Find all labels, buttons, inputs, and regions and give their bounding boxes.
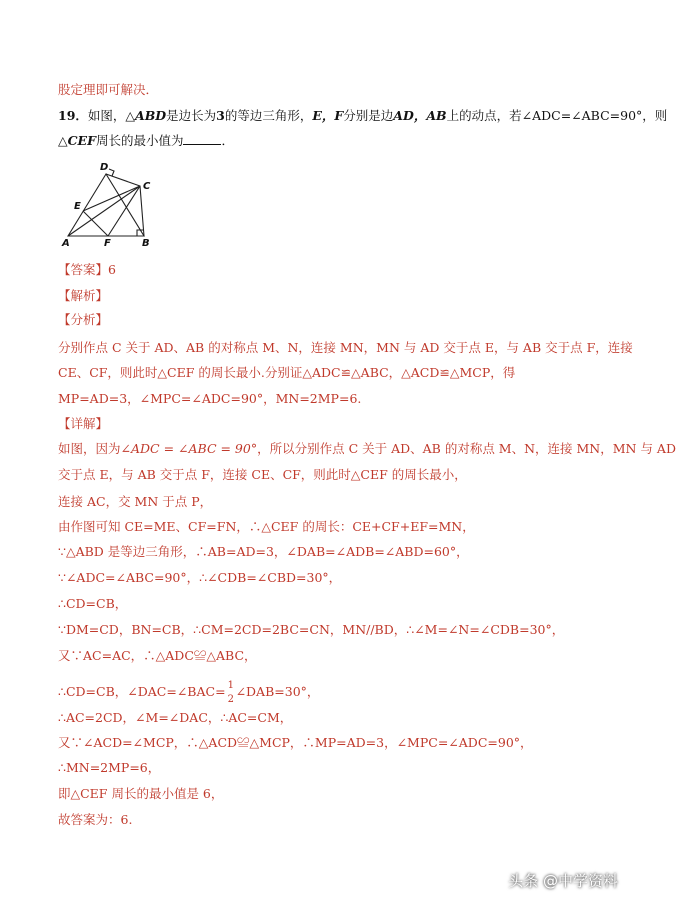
question-end: ． <box>221 133 234 148</box>
label-E: E <box>74 201 81 212</box>
question-line-2 <box>58 132 234 149</box>
detail-line-1 <box>58 441 676 457</box>
answer-blank <box>183 132 221 145</box>
detail-line: 由作图可知 CE=ME、CF=FN，∴△CEF 的周长：CE+CF+EF=MN， <box>58 519 475 534</box>
label-F: F <box>104 238 111 249</box>
detail-line: ∵DM=CD，BN=CB，∴CM=2CD=2BC=CN，MN//BD，∴∠M=∠N=∠CDB=30°， <box>58 622 565 637</box>
detail-line: 即△CEF 周长的最小值是 6， <box>58 786 224 801</box>
side-length: 3 <box>216 108 225 123</box>
detail-line: 又∵∠ACD=∠MCP，∴△ACD≌△MCP，∴MP=AD=3，∠MPC=∠ADC=90°， <box>58 735 533 750</box>
triangle-abd: △ABD <box>125 108 167 123</box>
detail-line: 连接 AC，交 MN 于点 P， <box>58 494 213 509</box>
question-text-b: 是边长为 <box>166 108 217 123</box>
previous-text: 股定理即可解决． <box>58 82 159 97</box>
triangle-cef: △CEF <box>58 133 96 148</box>
frac-denominator: 2 <box>227 694 234 705</box>
detail-formula: ∠ADC = ∠ABC = 90° <box>120 441 258 456</box>
sides-adab: AD，AB <box>393 108 447 123</box>
fraction-line <box>58 680 320 705</box>
detail-line: 又∵AC=AC，∴△ADC≌△ABC， <box>58 648 257 663</box>
answer-label: 【答案】 <box>58 262 109 277</box>
analysis-label: 【解析】 <box>58 288 109 303</box>
question-text-f: 周长的最小值为 <box>95 133 184 148</box>
detail-line: ∴MN=2MP=6， <box>58 760 161 775</box>
answer-value: 6 <box>108 262 116 277</box>
points-ef: E，F <box>312 108 344 123</box>
detail-text-b: ，所以分别作点 C 关于 AD、AB 的对称点 M、N，连接 MN，MN 与 AD <box>257 441 676 456</box>
label-D: D <box>100 162 109 173</box>
fenxi-line: 分别作点 C 关于 AD、AB 的对称点 M、N，连接 MN，MN 与 AD 交于点 E，与 AB 交于点 F，连接 <box>58 340 633 355</box>
detail-line: ∴CD=CB， <box>58 596 128 611</box>
question-text-e: 上的动点，若∠ADC=∠ABC=90°，则 <box>446 108 668 123</box>
fenxi-label: 【分析】 <box>58 312 109 327</box>
fenxi-line: MP=AD=3，∠MPC=∠ADC=90°，MN=2MP=6. <box>58 391 362 406</box>
label-B: B <box>142 238 150 249</box>
label-A: A <box>62 238 70 249</box>
question-text-a: 如图， <box>87 108 126 123</box>
question-line-1 <box>58 108 667 124</box>
question-number: 19． <box>58 108 88 123</box>
question-text-c: 的等边三角形， <box>224 108 313 123</box>
frac-text-a: ∴CD=CB，∠DAC=∠BAC= <box>58 684 226 699</box>
detail-line: 故答案为：6. <box>58 812 133 827</box>
frac-text-b: ∠DAB=30°， <box>235 684 320 699</box>
fenxi-line: CE、CF，则此时△CEF 的周长最小.分别证△ADC≌△ABC，△ACD≌△MCP，得 <box>58 365 516 380</box>
frac-numerator: 1 <box>227 680 234 691</box>
answer-line <box>58 262 116 278</box>
label-C: C <box>143 181 151 192</box>
detail-text-a: 如图，因为 <box>58 441 121 456</box>
geometry-figure <box>60 158 170 248</box>
detail-line: 交于点 E，与 AB 交于点 F，连接 CE、CF，则此时△CEF 的周长最小， <box>58 467 467 482</box>
detail-line: ∵△ABD 是等边三角形，∴AB=AD=3，∠DAB=∠ADB=∠ABD=60°， <box>58 544 469 559</box>
detail-line: ∴AC=2CD，∠M=∠DAC，∴AC=CM， <box>58 710 293 725</box>
question-text-d: 分别是边 <box>343 108 394 123</box>
detail-line: ∵∠ADC=∠ABC=90°，∴∠CDB=∠CBD=30°， <box>58 570 342 585</box>
detail-label: 【详解】 <box>58 416 109 431</box>
watermark: 头条 @中学资料 <box>508 872 618 890</box>
